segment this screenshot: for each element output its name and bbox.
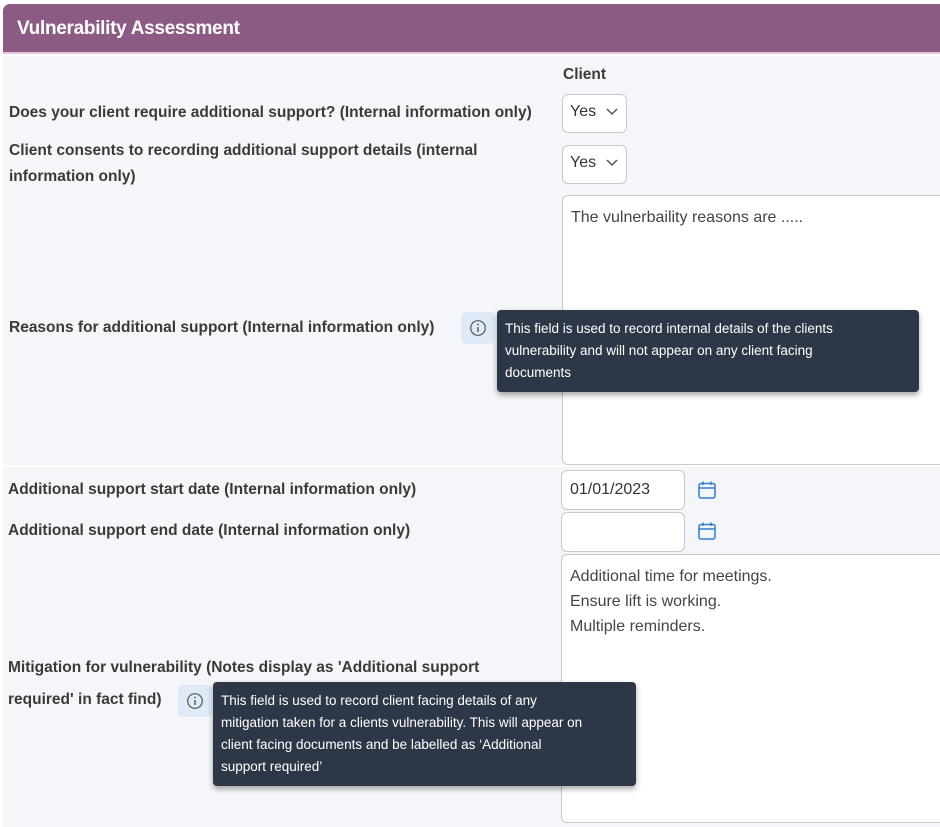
start-date-label: Additional support start date (Internal information only) [8, 481, 417, 498]
mitigation-label-line2: required' in fact find) [8, 691, 162, 708]
calendar-icon[interactable] [697, 480, 717, 500]
tooltip-line: documents [505, 365, 572, 380]
consents-value: Yes [570, 154, 597, 171]
requires-support-value: Yes [570, 103, 597, 120]
start-date-value: 01/01/2023 [570, 481, 651, 498]
mitigation-line: Additional time for meetings. [570, 568, 772, 585]
mitigation-tooltip [213, 682, 636, 786]
tooltip-line: This field is used to record client facing details of any [221, 693, 537, 708]
info-icon [186, 692, 204, 710]
column-header-client: Client [563, 66, 607, 83]
mitigation-label-line1: Mitigation for vulnerability (Notes display as 'Additional support [8, 659, 480, 676]
tooltip-line: This field is used to record internal details of the clients [505, 321, 833, 336]
chevron-down-icon [605, 104, 619, 118]
mitigation-line: Multiple reminders. [570, 618, 706, 635]
reasons-text: The vulnerbaility reasons are ..... [571, 209, 804, 226]
requires-support-label: Does your client require additional support? (Internal information only) [9, 104, 532, 121]
section-header [3, 4, 940, 54]
end-date-input[interactable] [561, 512, 685, 552]
section-title: Vulnerability Assessment [17, 18, 240, 39]
mitigation-info-button[interactable] [178, 685, 212, 717]
tooltip-line: support required’ [221, 759, 323, 774]
requires-support-select[interactable] [562, 94, 627, 133]
tooltip-line: client facing documents and be labelled as ‘Additional [221, 737, 542, 752]
reasons-label: Reasons for additional support (Internal information only) [9, 319, 435, 336]
reasons-tooltip [497, 310, 919, 392]
reasons-info-button[interactable] [461, 312, 495, 344]
mitigation-line: Ensure lift is working. [570, 593, 722, 610]
mitigation-text [570, 564, 772, 639]
consents-label-line1: Client consents to recording additional support details (internal [9, 142, 478, 159]
tooltip-line: mitigation taken for a clients vulnerability. This will appear on [221, 715, 583, 730]
info-icon [469, 319, 487, 337]
tooltip-line: vulnerability and will not appear on any client facing [505, 343, 813, 358]
consents-label-line2: information only) [9, 168, 136, 185]
consents-select[interactable] [562, 145, 627, 184]
end-date-label: Additional support end date (Internal information only) [8, 522, 411, 539]
start-date-input[interactable] [561, 470, 685, 510]
calendar-icon[interactable] [697, 521, 717, 541]
chevron-down-icon [605, 155, 619, 169]
